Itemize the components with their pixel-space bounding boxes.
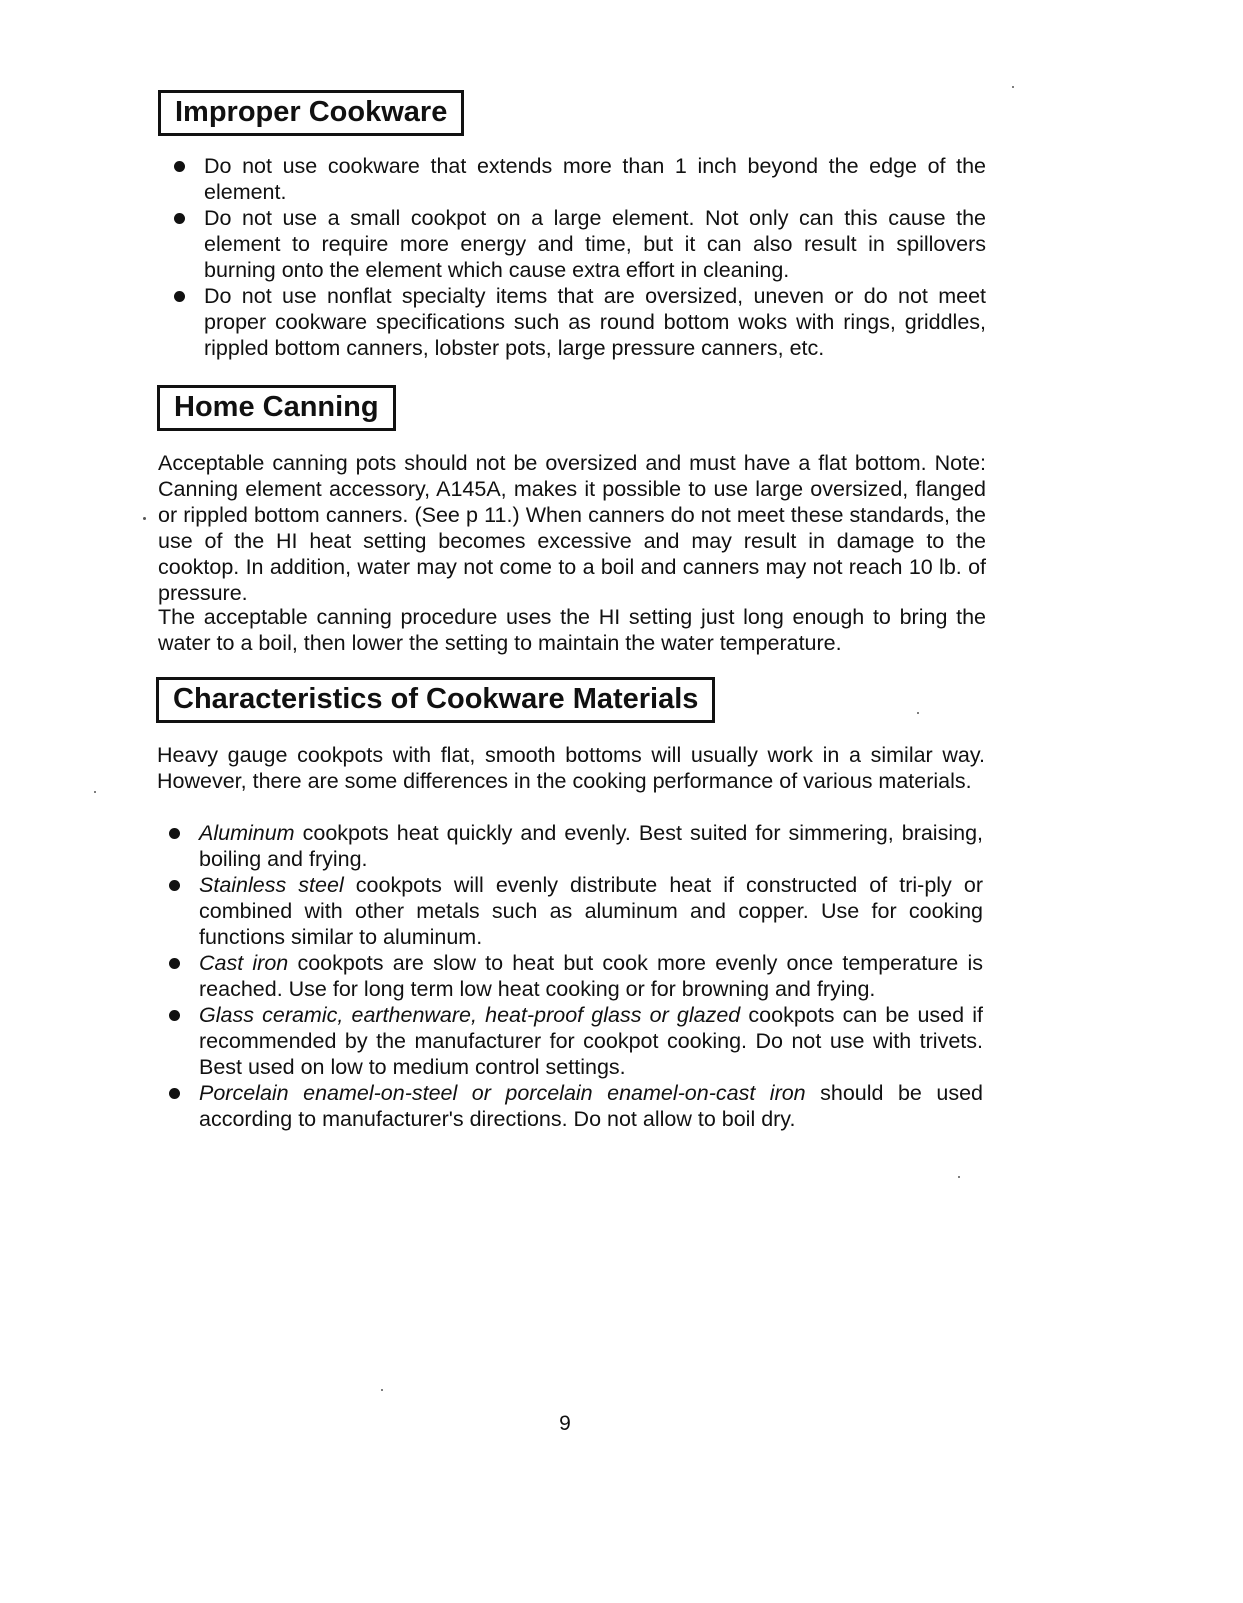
material-term: Cast iron [199, 951, 289, 975]
material-description: cookpots heat quickly and evenly. Best suited for simmering, braising, boiling and frying. [199, 821, 983, 871]
section-heading-home-canning: Home Canning [157, 385, 396, 431]
canning-paragraph-2: The acceptable canning procedure uses the HI setting just long enough to bring the water to a boil, then lower the setting to maintain the water temperature. [158, 605, 986, 655]
material-term: Glass ceramic, earthenware, heat-proof glass or glazed [199, 1003, 741, 1027]
page-number: 9 [559, 1412, 571, 1435]
scan-speck [143, 517, 146, 520]
scan-speck [381, 1389, 383, 1391]
material-description: cookpots are slow to heat but cook more evenly once temperature is reached. Use for long term low heat cooking or for browning and frying. [199, 951, 983, 1001]
list-item [199, 1002, 983, 1080]
list-item [204, 205, 986, 283]
list-item [199, 950, 983, 1002]
material-description: should be used according to manufacturer's directions. Do not allow to boil dry. [199, 1081, 983, 1131]
scan-speck [1012, 86, 1014, 88]
scan-speck [958, 1176, 960, 1178]
bullet-icon [174, 291, 185, 302]
material-term: Stainless steel [199, 873, 344, 897]
list-item-text: Do not use a small cookpot on a large element. Not only can this cause the element to require more energy and time, but it can also result in spillovers burning onto the element which cause extra effort in cleaning. [204, 206, 986, 282]
improper-cookware-list [204, 153, 986, 361]
list-item [199, 1080, 983, 1132]
material-term: Aluminum [199, 821, 295, 845]
bullet-icon [169, 880, 180, 891]
bullet-icon [174, 213, 185, 224]
bullet-icon [169, 828, 180, 839]
list-item-text: Do not use nonflat specialty items that are oversized, uneven or do not meet proper cookware specifications such as round bottom woks with rings, griddles, rippled bottom canners, lobster pots, large pressure canners, etc. [204, 284, 986, 360]
scan-speck [917, 712, 919, 714]
list-item [204, 283, 986, 361]
materials-intro-paragraph: Heavy gauge cookpots with flat, smooth bottoms will usually work in a similar way. However, there are some differences in the cooking performance of various materials. [157, 743, 985, 793]
section-heading-cookware-materials: Characteristics of Cookware Materials [156, 677, 715, 723]
bullet-icon [169, 958, 180, 969]
material-term: Porcelain enamel-on-steel or porcelain enamel-on-cast iron [199, 1081, 806, 1105]
list-item [204, 153, 986, 205]
material-description: cookpots can be used if recommended by the manufacturer for cookpot cooking. Do not use with trivets. Best used on low to medium control settings. [199, 1003, 983, 1079]
bullet-icon [169, 1088, 180, 1099]
list-item [199, 820, 983, 872]
material-description: cookpots will evenly distribute heat if constructed of tri-ply or combined with other metals such as aluminum and copper. Use for cooking functions similar to aluminum. [199, 873, 983, 949]
list-item [199, 872, 983, 950]
section-heading-improper-cookware: Improper Cookware [158, 90, 464, 136]
list-item-text: Do not use cookware that extends more than 1 inch beyond the edge of the element. [204, 154, 986, 204]
bullet-icon [169, 1010, 180, 1021]
canning-paragraph-1: Acceptable canning pots should not be oversized and must have a flat bottom. Note: Canning element accessory, A145A, makes it possible to use large oversized, flanged or rippled bottom canners. (See p 11.) When canners do not meet these standards, the use of the HI heat setting becomes excessive and may result in damage to the cooktop. In addition, water may not come to a boil and canners may not reach 10 lb. of pressure. [158, 451, 986, 605]
scan-speck [94, 791, 96, 793]
cookware-materials-list [199, 820, 983, 1132]
bullet-icon [174, 161, 185, 172]
